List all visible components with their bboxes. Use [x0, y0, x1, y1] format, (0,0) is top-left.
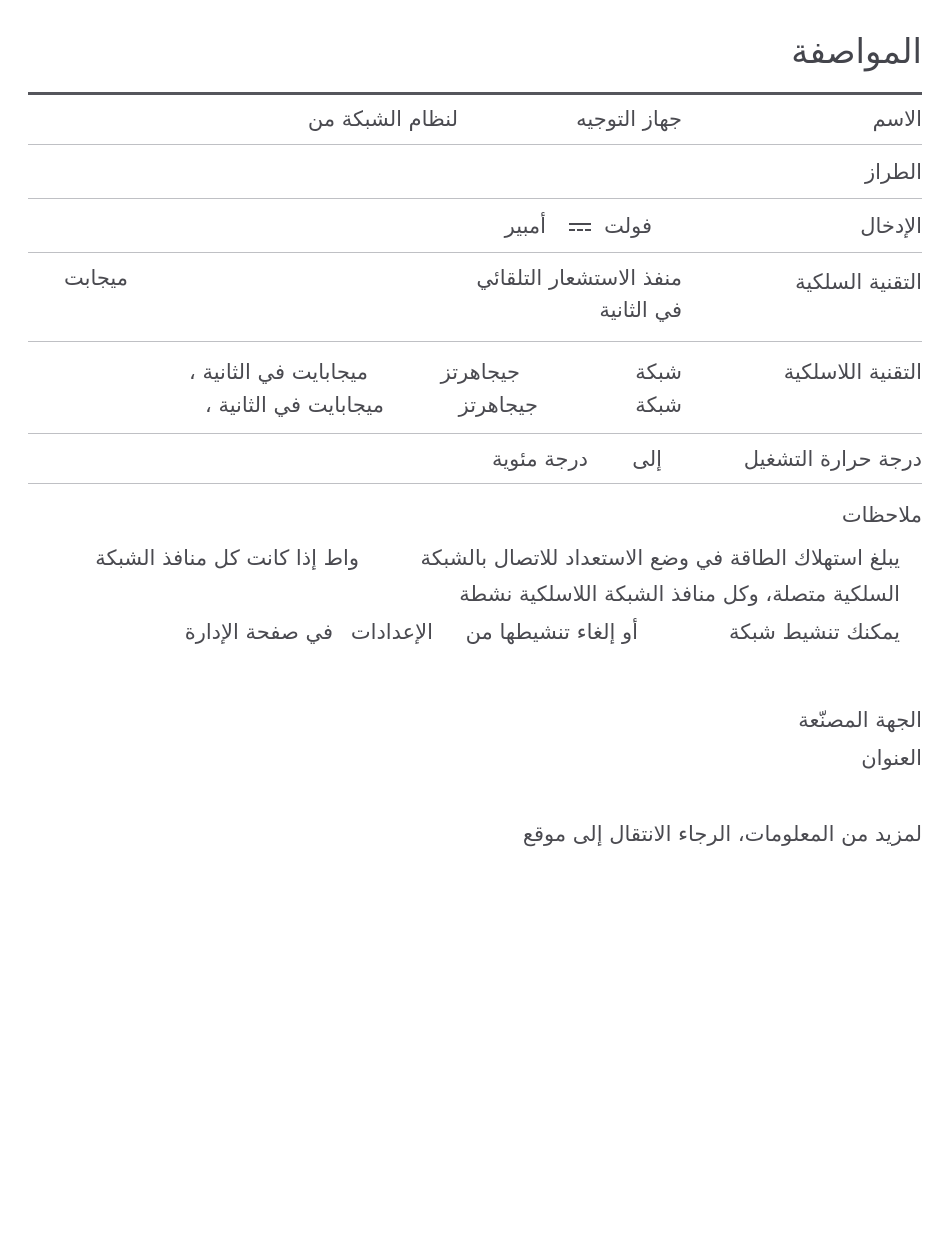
spec-row-input [28, 199, 922, 253]
notes-label: ملاحظات [841, 503, 922, 527]
note-line-3c: الإعدادات [350, 620, 433, 644]
spec-value-wireless-speed-1: ميجابايت في الثانية ، [188, 360, 368, 384]
spec-value-wired-line-1: منفذ الاستشعار التلقائي [476, 266, 682, 290]
note-line-1a: يبلغ استهلاك الطاقة في وضع الاستعداد للاتصال بالشبكة [420, 546, 900, 570]
more-info-text: لمزيد من المعلومات، الرجاء الانتقال إلى موقع [522, 822, 922, 846]
spec-label-input: الإدخال [860, 214, 922, 238]
spec-value-wireless-net-2: شبكة [635, 393, 682, 417]
spec-value-amp: أمبير [504, 214, 546, 238]
spec-label-temperature: درجة حرارة التشغيل [743, 447, 922, 471]
address-label: العنوان [861, 746, 922, 770]
spec-value-name-1: جهاز التوجيه [576, 107, 682, 131]
spec-value-volt: فولت [604, 214, 652, 238]
spec-label-wireless: التقنية اللاسلكية [783, 360, 922, 384]
spec-row-name [28, 95, 922, 145]
spec-row-model [28, 145, 922, 199]
note-line-3d: في صفحة الإدارة [184, 620, 333, 644]
dc-symbol-icon [563, 210, 597, 242]
spec-value-wired-line-2: في الثانية [599, 298, 682, 322]
spec-value-wireless-speed-2: ميجابايت في الثانية ، [204, 393, 384, 417]
spec-value-wireless-freq-1: جيجاهرتز [440, 360, 520, 384]
spec-label-name: الاسم [872, 107, 922, 131]
spec-value-temperature-to: إلى [632, 447, 662, 471]
page-title: المواصفة [791, 32, 922, 72]
note-line-3b: أو إلغاء تنشيطها من [465, 620, 638, 644]
spec-row-wireless [28, 342, 922, 434]
spec-value-wireless-freq-2: جيجاهرتز [458, 393, 538, 417]
note-line-2: السلكية متصلة، وكل منافذ الشبكة اللاسلكية نشطة [459, 582, 900, 606]
specification-page [28, 0, 922, 484]
spec-value-wireless-net-1: شبكة [635, 360, 682, 384]
manufacturer-label: الجهة المصنّعة [798, 708, 922, 732]
spec-value-temperature-unit: درجة مئوية [492, 447, 588, 471]
spec-value-name-2: لنظام الشبكة من [307, 107, 458, 131]
spec-row-temperature [28, 434, 922, 484]
spec-value-wired-unit: ميجابت [63, 266, 128, 290]
spec-row-wired [28, 253, 922, 342]
note-line-1b: واط إذا كانت كل منافذ الشبكة [95, 546, 359, 570]
spec-label-wired: التقنية السلكية [795, 270, 922, 294]
note-line-3a: يمكنك تنشيط شبكة [729, 620, 900, 644]
spec-label-model: الطراز [864, 160, 922, 184]
